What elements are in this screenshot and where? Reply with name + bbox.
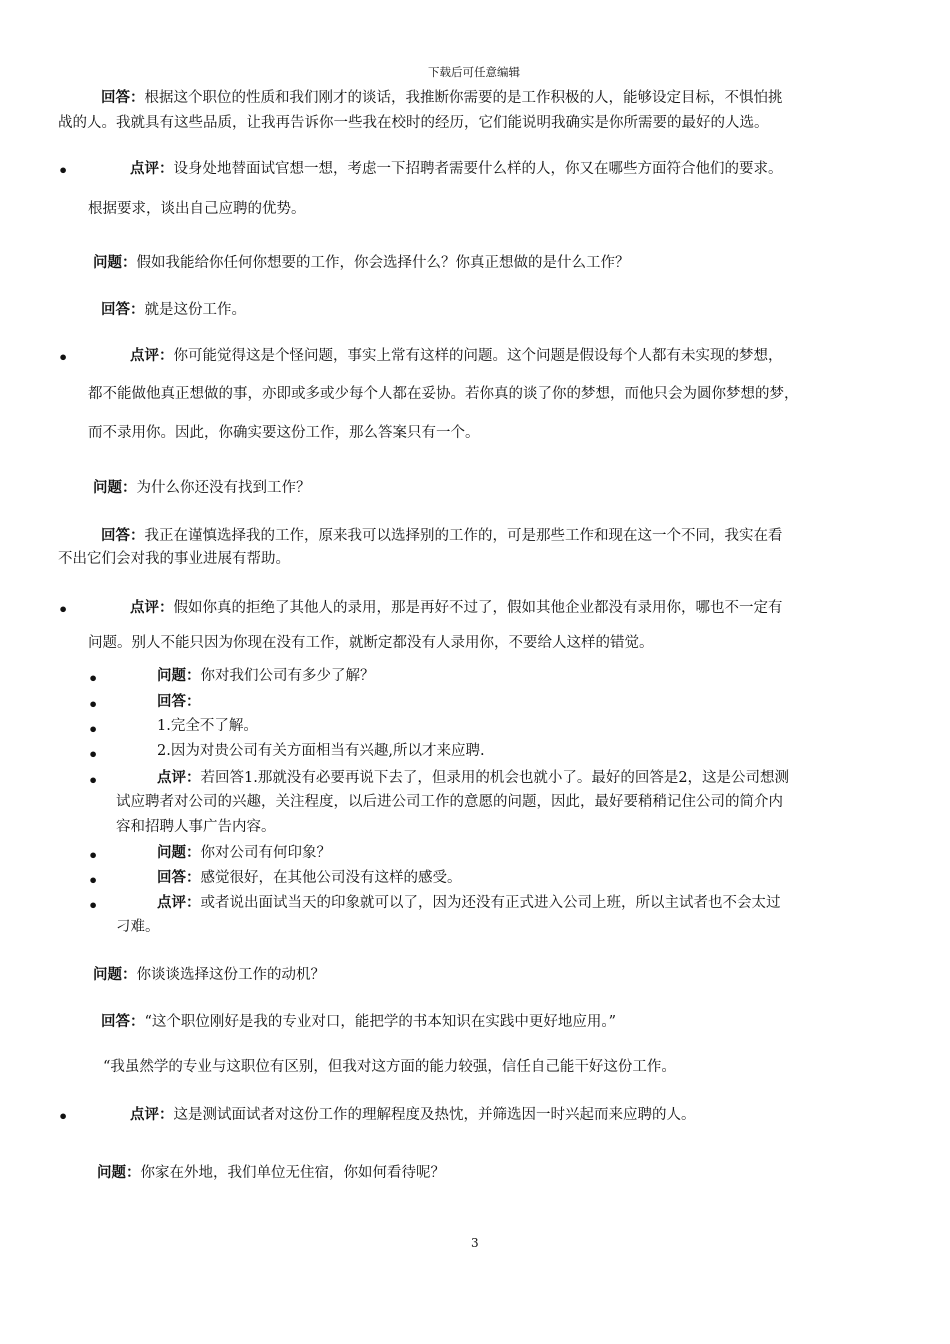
answer-label: 回答： (101, 89, 145, 106)
question-text: 你对公司有何印象？ (200, 845, 331, 861)
bullet-icon: • (88, 871, 99, 890)
list-question-2 (157, 842, 331, 865)
question-text: 你家在外地，我们单位无住宿，你如何看待呢？ (140, 1165, 445, 1181)
question-label: 问题： (157, 667, 201, 684)
comment-text: 或者说出面试当天的印象就可以了，因为还没有正式进入公司上班，所以主试者也不会太过 (200, 895, 781, 911)
question-3 (93, 477, 311, 500)
question-text: 假如我能给你任何你想要的工作，你会选择什么？你真正想做的是什么工作？ (136, 255, 630, 271)
bullet-icon: • (58, 600, 69, 619)
question-5 (97, 1162, 445, 1185)
comment-label: 点评： (130, 599, 174, 616)
comment-4 (130, 1104, 696, 1127)
answer-label: 回答： (101, 301, 145, 318)
answer-1-line-2: 战的人。我就具有这些品质，让我再告诉你一些我在校时的经历，它们能说明我确实是你所需要的最好的人选。 (58, 115, 769, 131)
list-comment-2-line-2: 刁难。 (116, 919, 160, 935)
question-text: 你谈谈选择这份工作的动机？ (136, 967, 325, 983)
question-2 (93, 252, 630, 275)
comment-label: 点评： (130, 1106, 174, 1123)
answer-4-line-2: “我虽然学的专业与这职位有区别，但我对这方面的能力较强，信任自己能干好这份工作。 (103, 1059, 676, 1075)
page-header: 下载后可任意编辑 (428, 65, 520, 79)
answer-label: 回答： (157, 693, 201, 710)
answer-label: 回答： (101, 527, 145, 544)
answer-3-line-1 (101, 525, 783, 548)
comment-text: 你可能觉得这是个怪问题，事实上常有这样的问题。这个问题是假设每个人都有未实现的梦想， (173, 348, 783, 364)
comment-2-line-2: 都不能做他真正想做的事，亦即或多或少每个人都在妥协。若你真的谈了你的梦想，而他只会为圆你梦想的梦， (88, 386, 799, 402)
comment-3-line-1 (130, 597, 783, 620)
comment-1-line-1 (130, 158, 783, 181)
answer-4-line-1 (101, 1011, 616, 1034)
comment-2-line-1 (130, 345, 783, 368)
question-label: 问题： (97, 1164, 141, 1181)
comment-label: 点评： (157, 769, 201, 786)
question-label: 问题： (93, 479, 137, 496)
answer-text: 我正在谨慎选择我的工作，原来我可以选择别的工作的，可是那些工作和现在这一个不同，我实在看 (144, 528, 783, 544)
bullet-icon: • (88, 846, 99, 865)
bullet-icon: • (88, 669, 99, 688)
comment-3-line-2: 问题。别人不能只因为你现在没有工作，就断定都没有人录用你，不要给人这样的错觉。 (88, 635, 654, 651)
answer-label: 回答： (157, 869, 201, 886)
answer-label: 回答： (101, 1013, 145, 1030)
list-comment-line-3: 容和招聘人事广告内容。 (116, 819, 276, 835)
bullet-icon: • (58, 1107, 69, 1126)
answer-text: 就是这份工作。 (144, 302, 246, 318)
comment-text: 假如你真的拒绝了其他人的录用，那是再好不过了，假如其他企业都没有录用你，哪也不一定有 (173, 600, 783, 616)
comment-label: 点评： (157, 894, 201, 911)
answer-text: “这个职位刚好是我的专业对口，能把学的书本知识在实践中更好地应用。” (144, 1014, 617, 1030)
list-comment-2-line-1 (157, 892, 781, 915)
question-label: 问题： (157, 844, 201, 861)
list-comment-line-2: 试应聘者对公司的兴趣，关注程度，以后进公司工作的意愿的问题，因此，最好要稍稍记住公司的简介内 (116, 794, 783, 810)
answer-text: 感觉很好，在其他公司没有这样的感受。 (200, 870, 462, 886)
answer-1-line-1 (101, 87, 783, 110)
bullet-icon: • (88, 720, 99, 739)
comment-label: 点评： (130, 160, 174, 177)
list-answer-2 (157, 867, 462, 890)
list-option-1: 1.完全不了解。 (157, 718, 258, 734)
answer-text: 根据这个职位的性质和我们刚才的谈话，我推断你需要的是工作积极的人，能够设定目标，不惧怕挑 (144, 90, 783, 106)
list-comment-line-1 (157, 767, 789, 790)
answer-2 (101, 299, 246, 322)
comment-text: 设身处地替面试官想一想，考虑一下招聘者需要什么样的人，你又在哪些方面符合他们的要求。 (173, 161, 783, 177)
bullet-icon: • (58, 348, 69, 367)
bullet-icon: • (88, 745, 99, 764)
question-text: 你对我们公司有多少了解？ (200, 668, 375, 684)
comment-1-line-2: 根据要求，谈出自己应聘的优势。 (88, 201, 306, 217)
comment-text: 这是测试面试者对这份工作的理解程度及热忱，并筛选因一时兴起而来应聘的人。 (173, 1107, 696, 1123)
question-text: 为什么你还没有找到工作？ (136, 480, 311, 496)
question-4 (93, 964, 325, 987)
comment-label: 点评： (130, 347, 174, 364)
comment-text: 若回答1.那就没有必要再说下去了，但录用的机会也就小了。最好的回答是2，这是公司想测 (200, 770, 790, 786)
comment-2-line-3: 而不录用你。因此，你确实要这份工作，那么答案只有一个。 (88, 425, 480, 441)
question-label: 问题： (93, 254, 137, 271)
list-option-2: 2.因为对贵公司有关方面相当有兴趣,所以才来应聘. (157, 743, 485, 759)
answer-3-line-2: 不出它们会对我的事业进展有帮助。 (58, 551, 290, 567)
list-answer-label (157, 691, 201, 714)
bullet-icon: • (88, 695, 99, 714)
list-question-1 (157, 665, 375, 688)
question-label: 问题： (93, 966, 137, 983)
bullet-icon: • (88, 771, 99, 790)
bullet-icon: • (88, 896, 99, 915)
page-number: 3 (471, 1236, 479, 1250)
bullet-icon: • (58, 161, 69, 180)
